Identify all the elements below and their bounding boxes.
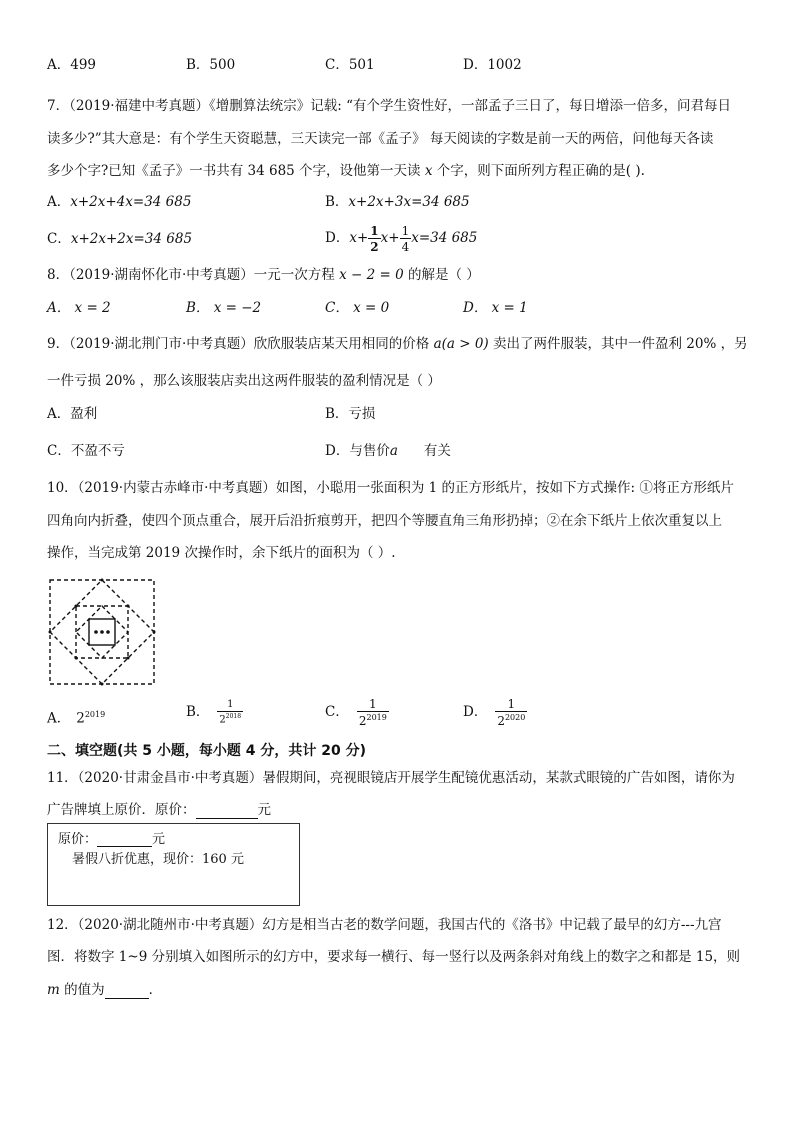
q7-option-d-x1: x+ (349, 230, 369, 246)
q7-option-a (47, 193, 191, 211)
q10-option-b-frac (217, 700, 243, 725)
q8-line-1 (47, 266, 480, 284)
q7-option-d-label: D． (325, 230, 350, 246)
q7-option-d-frac-half (368, 225, 380, 253)
answer-blank[interactable] (105, 984, 149, 999)
q10-option-d-frac (495, 698, 527, 727)
q6-option-d: D．1002 (463, 57, 522, 73)
q7-line3-post: 个字，则下面所列方程正确的是( ). (436, 163, 645, 179)
q9-option-c: C．不盈不亏 (47, 443, 125, 459)
q12-line3-end: ． (148, 982, 163, 998)
q9-line-1 (47, 335, 748, 353)
q7-line-2: 读多少?”其大意是：有个学生天资聪慧，三天读完一部《孟子》 每天阅读的字数是前一天的两倍，问他每天各读 (47, 131, 714, 147)
folded-square-figure (48, 578, 156, 686)
section-2-title: 二、填空题(共 5 小题，每小题 4 分，共计 20 分) (47, 743, 367, 759)
q8-option-c: C． x = 0 (325, 300, 390, 316)
q7-option-a-eq: x+2x+4x=34 685 (70, 194, 192, 210)
frac-den-base: 2 (358, 714, 367, 728)
frac-den-exp: 2018 (225, 712, 242, 720)
q9-line1-var: a(a > 0) (433, 336, 489, 352)
q9-option-b: B．亏损 (325, 406, 376, 422)
q9-line1-post: 卖出了两件服装，其中一件盈利 20% ，另 (488, 336, 748, 352)
advertisement-board (47, 823, 300, 906)
ad-price-blank (97, 832, 152, 847)
q12-line3-var: m (47, 982, 60, 998)
frac-denominator (217, 712, 243, 725)
q9-option-a: A．盈利 (47, 406, 98, 422)
frac-den-exp: 2019 (366, 713, 387, 722)
frac-numerator: 1 (401, 223, 410, 238)
q7-line3-var: x (424, 163, 433, 179)
q7-line3-pre: 多少个字?已知《孟子》一书共有 34 685 个字，设他第一天读 (47, 163, 421, 179)
ad-discount-text: 暑假八折优惠，现价：160 元 (72, 852, 244, 867)
q7-option-d-x2: x+ (380, 230, 400, 246)
answer-blank[interactable] (196, 804, 258, 819)
q10-option-c-label: C． (325, 704, 349, 720)
q7-line-1: 7．（2019·福建中考真题）《增删算法统宗》记载: “有个学生资性好，一部孟子三日了，每日增添一倍多，问君每日 (47, 98, 731, 114)
q7-option-a-label: A． (47, 194, 71, 210)
ad-original-price (58, 828, 165, 847)
q10-option-b (186, 696, 243, 728)
q10-option-c-frac (357, 698, 389, 727)
q10-option-a-exp: 2019 (84, 710, 106, 719)
frac-numerator: 1 (369, 697, 377, 711)
ad-original-price-unit: 元 (152, 832, 166, 847)
q10-line-2: 四角向内折叠，使四个顶点重合，展开后沿折痕剪开，把四个等腰直角三角形扔掉；②在余下纸片上依次重复以上 (47, 513, 722, 529)
frac-denominator: 2 (370, 239, 379, 254)
q8-line1-post: 的解是（ ） (403, 267, 480, 283)
q7-option-b (325, 193, 470, 211)
frac-den-base: 2 (219, 714, 226, 726)
q7-line-3 (47, 162, 645, 180)
q10-option-a-label: A． (47, 710, 71, 727)
frac-den-exp: 2020 (504, 713, 526, 722)
q12-line3-post: 的值为 (59, 982, 105, 998)
q11-line2-pre: 广告牌填上原价．原价： (47, 802, 196, 818)
q6-option-b: B．500 (186, 57, 236, 73)
q8-option-a: A． x = 2 (47, 300, 111, 316)
q12-line-1: 12．（2020·湖北随州市·中考真题）幻方是相当古老的数学问题，我国古代的《洛书》中记载了最早的幻方---九宫 (47, 917, 722, 933)
frac-den-base: 2 (497, 714, 505, 728)
q8-option-d: D． x = 1 (463, 300, 528, 316)
q10-option-a-base: 2 (76, 710, 85, 727)
q9-option-d-post: 有关 (423, 443, 451, 459)
q11-line-2 (47, 801, 271, 819)
q11-line2-post: 元 (257, 802, 271, 818)
q7-option-d-frac-quarter (400, 225, 412, 253)
q7-option-c-eq: x+2x+2x=34 685 (70, 231, 193, 247)
q10-option-d-label: D． (463, 704, 488, 720)
frac-denominator: 4 (401, 239, 410, 254)
q8-line1-pre: 8．（2019·湖南怀化市·中考真题）一元一次方程 (47, 267, 340, 283)
q7-option-b-label: B． (325, 194, 349, 210)
q10-option-b-label: B． (186, 704, 210, 720)
ad-original-price-label: 原价： (58, 832, 98, 847)
q10-option-d (463, 696, 527, 728)
q10-option-c (325, 696, 389, 728)
frac-numerator: 1 (507, 697, 516, 711)
q12-line-3 (47, 981, 162, 999)
q9-line1-pre: 9．（2019·湖北荆门市·中考真题）欣欣服装店某天用相同的价格 (47, 336, 434, 352)
q9-line-2: 一件亏损 20% ，那么该服装店卖出这两件服装的盈利情况是（ ） (47, 373, 441, 389)
frac-denominator (495, 712, 527, 727)
frac-numerator: 1 (370, 223, 379, 238)
q6-option-c: C．501 (325, 57, 375, 73)
q7-option-b-eq: x+2x+3x=34 685 (348, 194, 470, 210)
q8-option-b: B． x = −2 (186, 300, 262, 316)
q7-option-c (47, 230, 192, 248)
q8-line1-eq: x − 2 = 0 (339, 267, 404, 283)
q10-option-a (47, 706, 105, 728)
q9-option-d-pre: D．与售价 (325, 443, 390, 459)
q7-option-c-label: C． (47, 231, 71, 247)
q9-option-d-var: a (389, 443, 398, 459)
frac-denominator (357, 712, 389, 727)
frac-numerator: 1 (227, 698, 234, 710)
q7-option-d-tail: x=34 685 (411, 230, 478, 246)
q10-line-1: 10．（2019·内蒙古赤峰市·中考真题）如图，小聪用一张面积为 1 的正方形纸片，按如下方式操作: ①将正方形纸片 (47, 480, 734, 496)
q9-option-d (325, 442, 451, 460)
q10-line-3: 操作，当完成第 2019 次操作时，余下纸片的面积为（ ）. (47, 545, 396, 561)
q7-option-d (325, 222, 477, 254)
q11-line-1: 11．（2020·甘肃金昌市·中考真题）暑假期间，亮视眼镜店开展学生配镜优惠活动，某款式眼镜的广告如图，请你为 (47, 770, 735, 786)
q6-option-a: A．499 (47, 57, 97, 73)
q12-line-2: 图．将数字 1~9 分别填入如图所示的幻方中，要求每一横行、每一竖行以及两条斜对角线上的数字之和都是 15，则 (47, 949, 741, 965)
